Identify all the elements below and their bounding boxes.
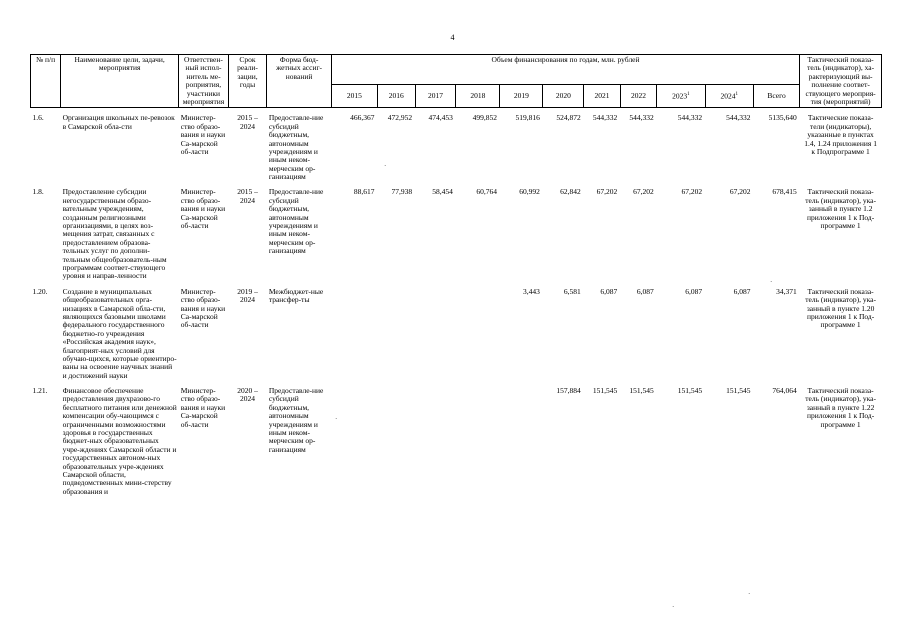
row-total: 34,371 [776, 286, 797, 296]
row-year-value: 60,992 [519, 187, 540, 197]
row-year-value: 6,581 [563, 286, 581, 296]
header-executor: Ответствен-ный испол-нитель ме-роприятия, участники мероприятия [179, 55, 228, 108]
scan-mark: · [384, 162, 387, 170]
row-year-value: 62,842 [560, 187, 581, 197]
row-year-value: 519,816 [515, 113, 540, 123]
row-year-value: 151,545 [592, 386, 618, 396]
table-header [31, 55, 882, 108]
header-year: 2018 [456, 85, 500, 108]
header-year: 2022 [620, 85, 657, 108]
header-total: Всего [753, 85, 799, 108]
row-year-value: 88,617 [353, 187, 375, 197]
table-row [31, 282, 882, 381]
scan-mark: · [748, 590, 751, 598]
funding-table [30, 54, 882, 497]
header-year: 2023$^1$ [657, 85, 705, 108]
row-name: Организация школьных пе-ревозок в Самарской обла-сти [62, 113, 175, 131]
header-year: 2015 [331, 85, 377, 108]
row-executor: Министер-ство образо-вания и науки Са-марской об-ласти [180, 286, 226, 330]
header-term: Срок реали-зации, годы [228, 55, 267, 108]
header-indicator: Тактический показа-тель (индикатор), ха-рактеризующий вы-полнение соответ-ствующего мероприя-тия (мероприятий) [800, 55, 882, 108]
header-year: 2017 [415, 85, 456, 108]
row-num: 1.6. [32, 113, 44, 123]
row-executor: Министер-ство образо-вания и науки Са-марской об-ласти [180, 187, 226, 231]
row-year-value: 544,332 [592, 113, 618, 123]
header-year: 2016 [377, 85, 415, 108]
row-form: Предоставле-ние субсидий бюджетным, автономным учреждениям и иным неком-мерческим ор-ганизациям [268, 187, 324, 256]
row-indicator: Тактический показа-тель (индикатор), ука-занный в пункте 1.22 приложения 1 к Под-программе 1 [805, 386, 876, 429]
header-funding: Объем финансирования по годам, млн. рублей [331, 55, 799, 85]
header-year: 2021 [584, 85, 621, 108]
row-year-value [331, 381, 377, 497]
row-year-value: 6,087 [685, 286, 703, 296]
row-term: 2015 – 2024 [237, 187, 258, 205]
row-term: 2015 – 2024 [237, 113, 258, 131]
footnote-mark: 1 [735, 91, 739, 97]
row-year-value: 67,202 [596, 187, 618, 197]
row-year-value: 472,952 [387, 113, 413, 123]
row-year-value: 6,087 [600, 286, 618, 296]
row-year-value: 67,202 [729, 187, 751, 197]
table-row [31, 381, 882, 497]
row-year-value: 544,332 [629, 113, 654, 123]
row-indicator: Тактический показа-тель (индикатор), ука-занный в пункте 1.20 приложения 1 к Под-программе 1 [805, 286, 876, 330]
row-year-value: 151,545 [629, 386, 654, 396]
row-total: 764,064 [772, 386, 797, 396]
row-year-value: 60,764 [476, 187, 497, 197]
row-year-value: 466,367 [350, 113, 375, 123]
row-indicator: Тактические показа-тели (индикаторы), указанные в пунктах 1.4, 1.24 приложения 1 к Подпрограмме 1 [804, 113, 877, 156]
row-total: 678,415 [772, 187, 797, 197]
row-name: Создание в муниципальных общеобразовательных орга-низациях в Самарской обла-сти, являющихся базовыми школами федерального государственного бюджетно-го учреждения «Российская академия наук», благоприят-ных условий для обучаю-щихся, которые ориентиро-ваны на освоение научных знаний и достижений науки [62, 286, 177, 380]
row-year-value [377, 282, 415, 381]
row-num: 1.21. [32, 386, 48, 396]
row-num: 1.20. [32, 286, 48, 296]
row-year-value [415, 282, 456, 381]
footnote-mark: 1 [687, 91, 690, 97]
row-form: Межбюджет-ные трансфер-ты [268, 286, 324, 305]
row-year-value: 151,545 [726, 386, 751, 396]
scan-mark: · [335, 415, 338, 423]
row-executor: Министер-ство образо-вания и науки Са-марской об-ласти [180, 113, 226, 156]
row-year-value: 524,872 [556, 113, 581, 123]
scan-mark: · [672, 603, 675, 611]
row-year-value: 151,545 [677, 386, 703, 396]
row-year-value: 499,852 [472, 113, 497, 123]
row-year-value: 6,087 [733, 286, 751, 296]
row-year-value: 6,087 [636, 286, 654, 296]
row-num: 1.8. [32, 187, 44, 197]
row-year-value [415, 381, 456, 497]
row-year-value: 544,332 [726, 113, 751, 123]
page-number: 4 [450, 33, 455, 42]
row-year-value: 474,453 [428, 113, 453, 123]
header-num: № п/п [31, 55, 61, 108]
row-year-value: 77,938 [391, 187, 413, 197]
row-form: Предоставле-ние субсидий бюджетным, автономным учреждениям и иным неком-мерческим ор-ганизациям [268, 113, 324, 182]
row-term: 2020 – 2024 [237, 386, 258, 404]
header-year: 2020 [543, 85, 584, 108]
row-form: Предоставле-ние субсидий бюджетным, автономным учреждениям и иным неком-мерческим ор-ганизациям [268, 386, 324, 454]
row-year-value: 58,454 [432, 187, 453, 197]
row-year-value: 544,332 [677, 113, 703, 123]
row-year-value [456, 381, 500, 497]
row-executor: Министер-ство образо-вания и науки Са-марской об-ласти [180, 386, 226, 429]
header-name: Наименование цели, задачи, мероприятия [61, 55, 179, 108]
row-year-value [500, 381, 543, 497]
table-row [31, 108, 882, 183]
table-row [31, 182, 882, 281]
header-year: 2024$^1$ [705, 85, 753, 108]
header-year: 2019 [500, 85, 543, 108]
row-term: 2019 – 2024 [237, 286, 258, 305]
header-form: Форма бюд-жетных ассиг-нований [267, 55, 331, 108]
row-indicator: Тактический показа-тель (индикатор), ука-занный в пункте 1.2 приложения 1 к Под-программе 1 [805, 187, 876, 231]
row-name: Предоставление субсидии негосударственным образо-вательным учреждениям, созданным религиозными организациями, в целях воз-мещения затрат, связанных с предоставлением образова-тельных услуг по дополни-тельным общеобразователь-ным программам соответ-ствующего уровня и направ-ленности [62, 187, 167, 281]
row-name: Финансовое обеспечение предоставления двухразово-го бесплатного питания или денежной компенсации обу-чающимся с ограниченными возможностями здоровья в государственных бюджет-ных образовательных учре-ждениях Самарской области и государственных автоном-ных образовательных учре-ждениях Самарской области, подведомственных мини-стерству образования и [62, 386, 177, 496]
row-year-value: 157,884 [556, 386, 581, 396]
row-total: 5135,640 [768, 113, 797, 123]
row-year-value: 67,202 [633, 187, 654, 197]
row-year-value: 3,443 [523, 286, 540, 296]
scan-mark: · [770, 278, 773, 286]
row-year-value [456, 282, 500, 381]
row-year-value: 67,202 [681, 187, 703, 197]
table-body [31, 108, 882, 497]
row-year-value [377, 381, 415, 497]
row-year-value [331, 282, 377, 381]
